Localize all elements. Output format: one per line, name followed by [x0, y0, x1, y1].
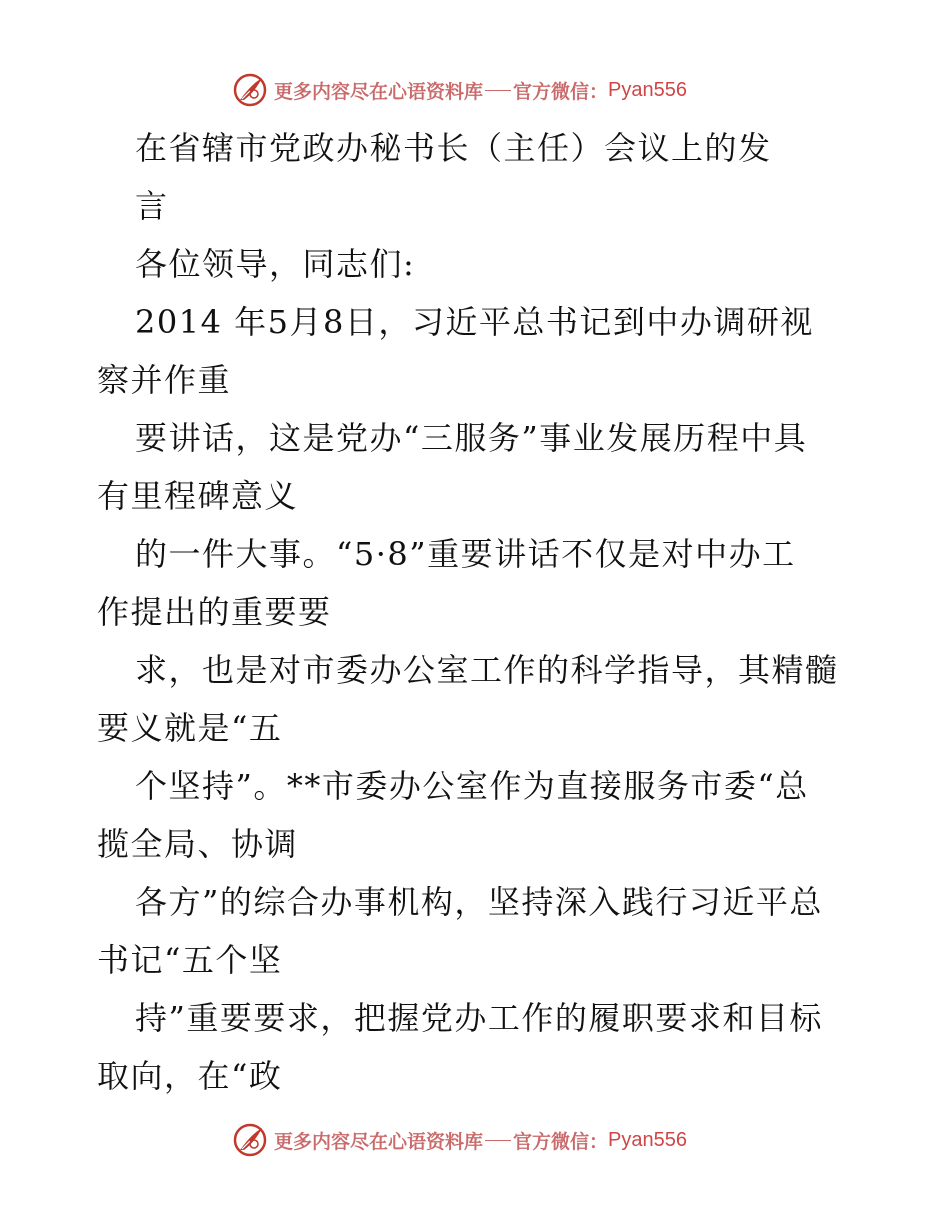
- header-banner: [232, 70, 687, 110]
- banner-account: Pyan556: [608, 1128, 687, 1151]
- banner-wechat-label: 官方微信：: [513, 1130, 609, 1153]
- document-title-line-1: 在省辖市党政办秘书长（主任）会议上的发: [135, 129, 772, 167]
- banner-dash: [485, 90, 511, 91]
- banner-text: 更多内容尽在心语资料库: [274, 1130, 484, 1153]
- body-line: 要讲话，这是党办“三服务”事业发展历程中具: [135, 419, 808, 457]
- quill-pen-logo-icon: [232, 72, 268, 108]
- salutation: 各位领导，同志们:: [135, 245, 416, 283]
- body-line: 求，也是对市委办公室工作的科学指导，其精髓: [135, 651, 839, 689]
- document-title-line-2: 言: [135, 187, 169, 225]
- body-line: 各方”的综合办事机构，坚持深入践行习近平总: [135, 883, 823, 921]
- body-line: 的一件大事。“5·8”重要讲话不仅是对中办工: [135, 535, 796, 573]
- banner-dash: [485, 1140, 511, 1141]
- body-line: 个坚持”。**市委办公室作为直接服务市委“总: [135, 767, 809, 805]
- body-line: 揽全局、协调: [97, 825, 299, 863]
- body-line: 作提出的重要要: [97, 593, 332, 631]
- banner-text: 更多内容尽在心语资料库: [274, 80, 484, 103]
- body-line: 有里程碑意义: [97, 477, 299, 515]
- quill-pen-logo-icon: [232, 1122, 268, 1158]
- body-line: 2014 年5月8日，习近平总书记到中办调研视: [135, 303, 814, 341]
- body-line: 察并作重: [97, 361, 232, 399]
- banner-account: Pyan556: [608, 78, 687, 101]
- body-line: 取向，在“政: [97, 1057, 283, 1095]
- body-line: 要义就是“五: [97, 709, 283, 747]
- body-line: 持”重要要求，把握党办工作的履职要求和目标: [135, 999, 823, 1037]
- footer-banner: [232, 1120, 687, 1160]
- banner-wechat-label: 官方微信：: [513, 80, 609, 103]
- body-line: 书记“五个坚: [97, 941, 283, 979]
